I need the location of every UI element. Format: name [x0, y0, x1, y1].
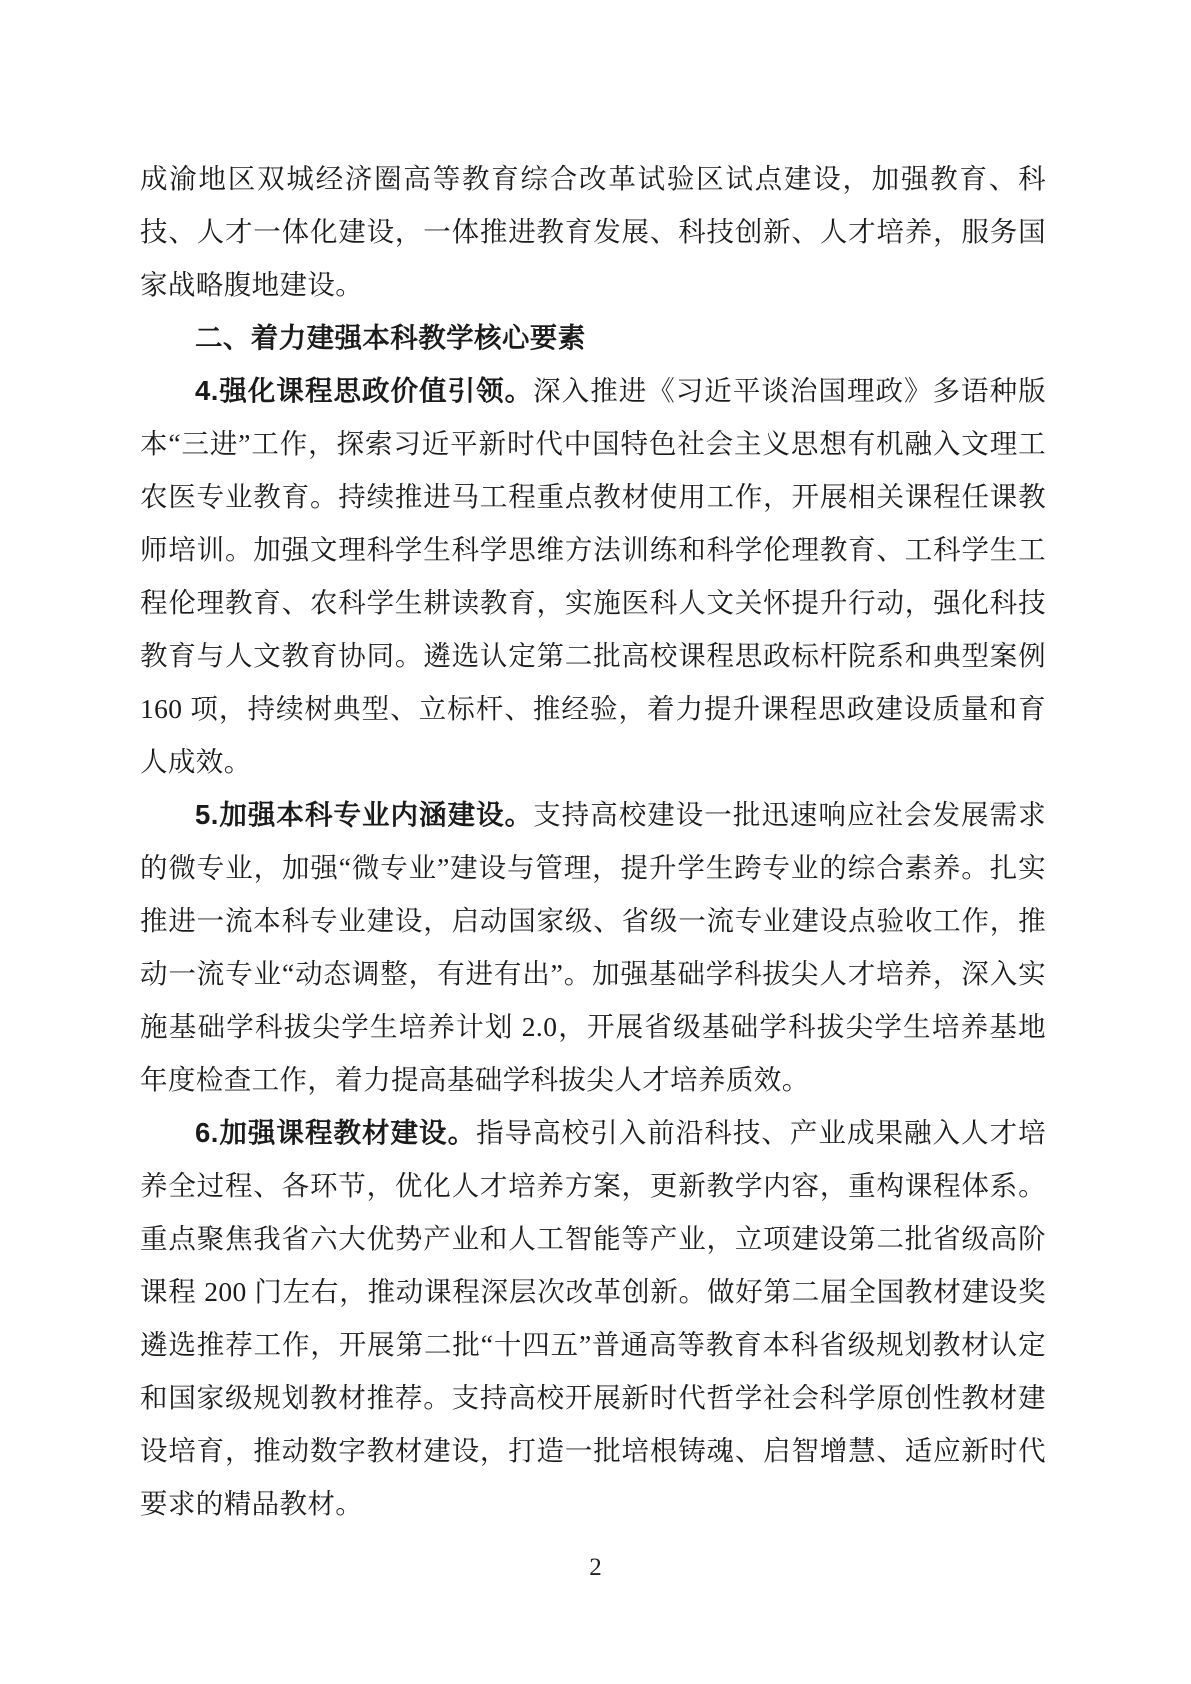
paragraph-continuation: 成渝地区双城经济圈高等教育综合改革试验区试点建设，加强教育、科技、人才一体化建设，一体推进教育发展、科技创新、人才培养，服务国家战略腹地建设。 [140, 163, 1046, 300]
paragraph-item-4-text: 深入推进《习近平谈治国理政》多语种版本“三进”工作，探索习近平新时代中国特色社会主义思想有机融入文理工农医专业教育。持续推进马工程重点教材使用工作，开展相关课程任课教师培训。加强文理科学生科学思维方法训练和科学伦理教育、工科学生工程伦理教育、农科学生耕读教育，实施医科人文关怀提升行动，强化科技教育与人文教育协同。遴选认定第二批高校课程思政标杆院系和典型案例 160 项，持续树典型、立标杆、推经验，着力提升课程思政建设质量和育人成效。 [140, 375, 1046, 777]
section-heading: 二、着力建强本科教学核心要素 [195, 322, 586, 353]
paragraph-item-6-lead: 6.加强课程教材建设。 [195, 1117, 477, 1148]
paragraph-item-4 [140, 364, 1046, 788]
document-body [140, 152, 1046, 1530]
paragraph-item-5-lead: 5.加强本科专业内涵建设。 [195, 799, 534, 830]
paragraph-item-4-lead: 4.强化课程思政价值引领。 [195, 375, 534, 406]
page-number: 2 [589, 1554, 602, 1581]
paragraph-item-5-text: 支持高校建设一批迅速响应社会发展需求的微专业，加强“微专业”建设与管理，提升学生跨专业的综合素养。扎实推进一流本科专业建设，启动国家级、省级一流专业建设点验收工作，推动一流专业“动态调整，有进有出”。加强基础学科拔尖人才培养，深入实施基础学科拔尖学生培养计划 2.0，开展省级基础学科拔尖学生培养基地年度检查工作，着力提高基础学科拔尖人才培养质效。 [140, 799, 1046, 1095]
paragraph-item-6 [140, 1106, 1046, 1530]
paragraph-item-5 [140, 788, 1046, 1106]
paragraph-item-6-text: 指导高校引入前沿科技、产业成果融入人才培养全过程、各环节，优化人才培养方案，更新教学内容，重构课程体系。重点聚焦我省六大优势产业和人工智能等产业，立项建设第二批省级高阶课程 200 门左右，推动课程深层次改革创新。做好第二届全国教材建设奖遴选推荐工作，开展第二批“十四五”普通高等教育本科省级规划教材认定和国家级规划教材推荐。支持高校开展新时代哲学社会科学原创性教材建设培育，推动数字教材建设，打造一批培根铸魂、启智增慧、适应新时代要求的精品教材。 [140, 1117, 1047, 1519]
